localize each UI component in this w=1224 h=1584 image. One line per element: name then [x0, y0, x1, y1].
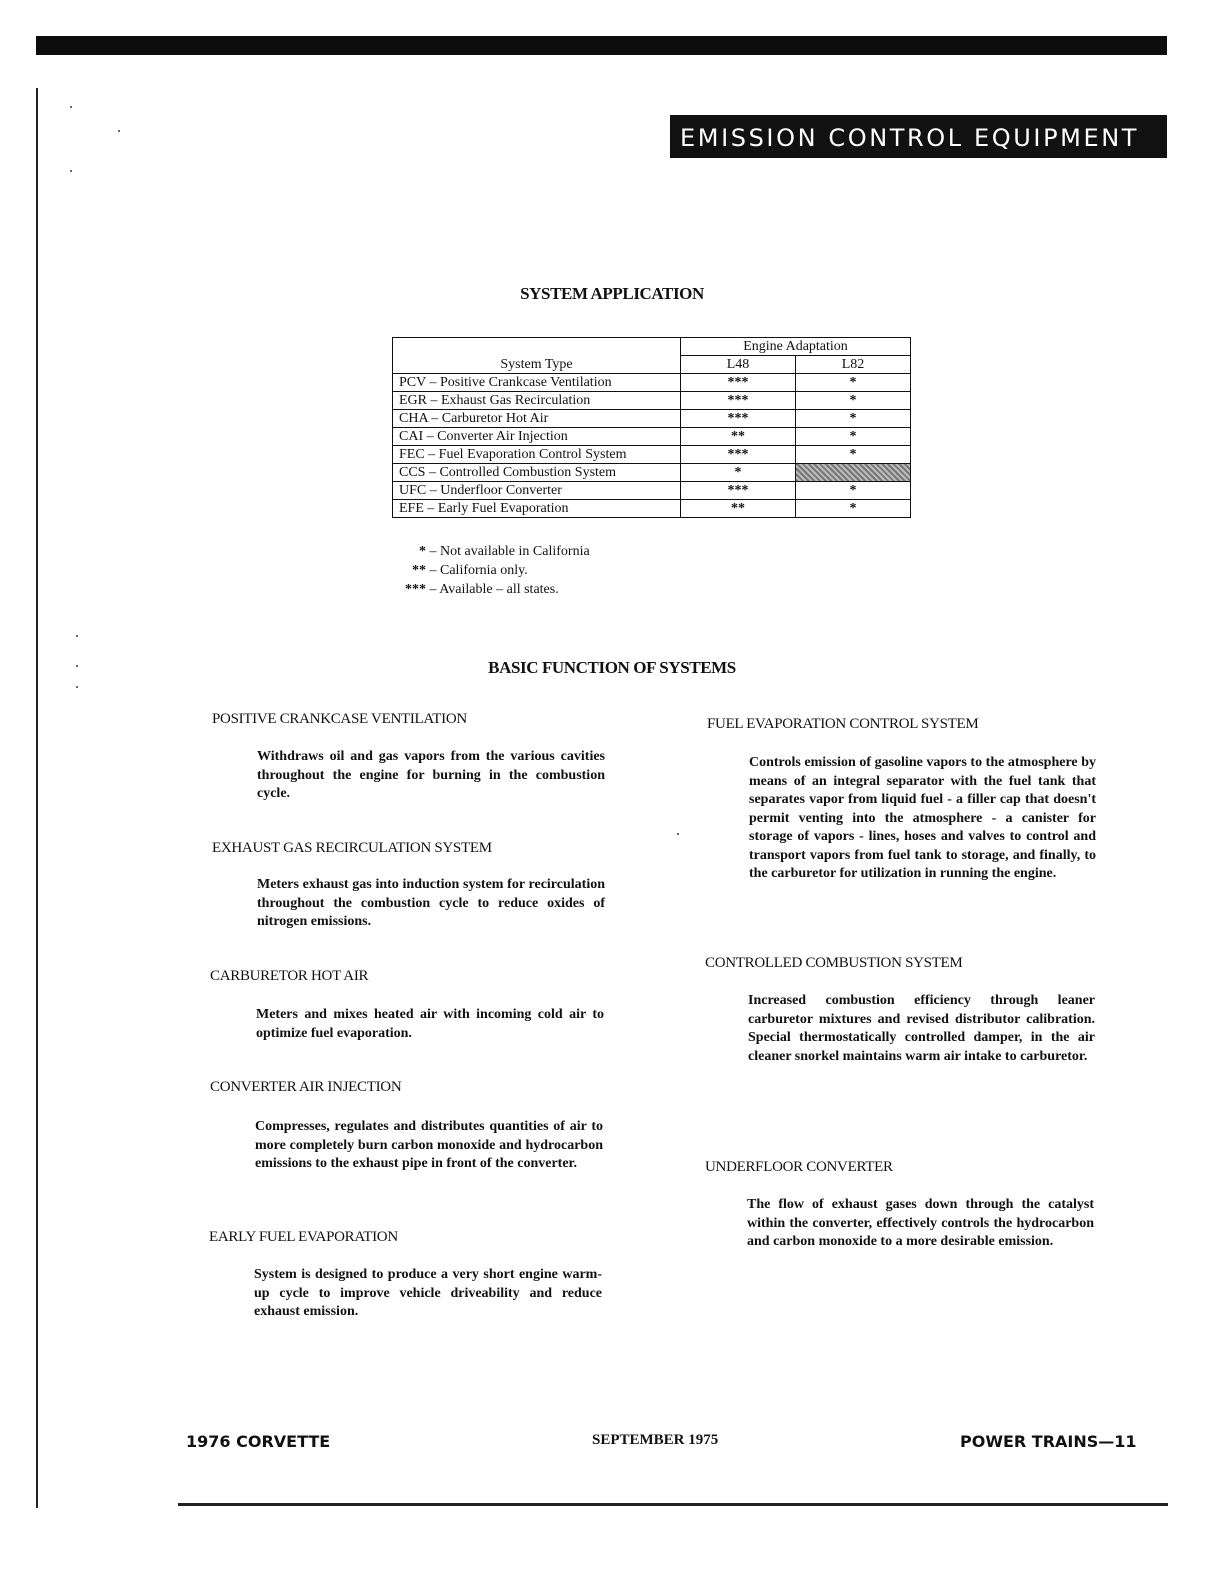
section-title: CONTROLLED COMBUSTION SYSTEM — [705, 955, 963, 971]
l82-cell: * — [796, 500, 911, 518]
legend-symbol: ** — [412, 563, 426, 578]
system-cell: FEC – Fuel Evaporation Control System — [393, 446, 681, 464]
section-title: EARLY FUEL EVAPORATION — [209, 1229, 398, 1245]
l82-cell: * — [796, 446, 911, 464]
l48-cell: *** — [681, 392, 796, 410]
header-l82: L82 — [796, 356, 911, 374]
section-text: System is designed to produce a very short engine warm-up cycle to improve vehicle driveability and reduce exhaust emission. — [254, 1267, 602, 1319]
l82-cell-not-applicable — [796, 464, 911, 482]
section-title: FUEL EVAPORATION CONTROL SYSTEM — [707, 716, 979, 732]
legend-text: – Not available in California — [429, 544, 590, 559]
system-cell: PCV – Positive Crankcase Ventilation — [393, 374, 681, 392]
l48-cell: * — [681, 464, 796, 482]
footer-model: 1976 CORVETTE — [186, 1432, 331, 1451]
section-title: CONVERTER AIR INJECTION — [210, 1079, 402, 1095]
system-cell: CCS – Controlled Combustion System — [393, 464, 681, 482]
legend-text: – Available – all states. — [429, 582, 559, 597]
system-cell: CHA – Carburetor Hot Air — [393, 410, 681, 428]
scan-speck — [76, 635, 78, 637]
top-rule — [36, 36, 1167, 55]
section-text: The flow of exhaust gases down through the catalyst within the converter, effectively controls the hydrocarbon and carbon monoxide to a more desirable emission. — [747, 1197, 1094, 1249]
legend-symbol: * — [419, 544, 426, 559]
header-l48: L48 — [681, 356, 796, 374]
l82-cell: * — [796, 482, 911, 500]
section-text: Compresses, regulates and distributes quantities of air to more completely burn carbon monoxide and hydrocarbon emissions to the exhaust pipe in front of the converter. — [255, 1119, 603, 1171]
system-application-table — [392, 337, 911, 518]
legend-item — [396, 561, 590, 580]
legend-text: – California only. — [429, 563, 528, 578]
l48-cell: *** — [681, 446, 796, 464]
section-title: UNDERFLOOR CONVERTER — [705, 1159, 893, 1175]
table-legend — [396, 542, 590, 599]
section-title: CARBURETOR HOT AIR — [210, 968, 369, 984]
l48-cell: *** — [681, 374, 796, 392]
legend-item — [396, 542, 590, 561]
l48-cell: ** — [681, 500, 796, 518]
section-text: Increased combustion efficiency through leaner carburetor mixtures and revised distributor calibration. Special thermostatically controlled damper, in the air cleaner snorkel maintains warm air intake to carburetor. — [748, 993, 1095, 1064]
section-text: Meters and mixes heated air with incoming cold air to optimize fuel evaporation. — [256, 1007, 604, 1041]
legend-symbol: *** — [405, 582, 426, 597]
table-row — [393, 392, 911, 410]
l48-cell: ** — [681, 428, 796, 446]
system-cell: CAI – Converter Air Injection — [393, 428, 681, 446]
scan-speck — [76, 686, 78, 688]
scan-speck — [70, 170, 72, 172]
l48-cell: *** — [681, 482, 796, 500]
scan-speck — [70, 106, 72, 108]
section-title-banner: EMISSION CONTROL EQUIPMENT — [670, 115, 1167, 158]
scan-speck — [118, 130, 120, 132]
table-row — [393, 482, 911, 500]
l82-cell: * — [796, 410, 911, 428]
table-header-row — [393, 338, 911, 356]
table-row — [393, 374, 911, 392]
l48-cell: *** — [681, 410, 796, 428]
section-title: POSITIVE CRANKCASE VENTILATION — [212, 711, 467, 727]
l82-cell: * — [796, 428, 911, 446]
header-engine-adaptation: Engine Adaptation — [681, 338, 911, 356]
bottom-rule — [178, 1503, 1168, 1506]
table-row — [393, 428, 911, 446]
footer-date: SEPTEMBER 1975 — [592, 1432, 719, 1448]
footer-page-number: POWER TRAINS—11 — [960, 1432, 1137, 1451]
section-text: Meters exhaust gas into induction system for recirculation throughout the combustion cycle to reduce oxides of nitrogen emissions. — [257, 877, 605, 929]
section-text: Controls emission of gasoline vapors to the atmosphere by means of an integral separator with the fuel tank that separates vapor from liquid fuel - a filler cap that doesn't permit venting into the atmosphere - a canister for storage of vapors - lines, hoses and valves to control and transport vapors from fuel tank to storage, and finally, to the carburetor for utilization in running the engine. — [749, 755, 1096, 881]
section-text: Withdraws oil and gas vapors from the various cavities throughout the engine for burning in the combustion cycle. — [257, 749, 605, 801]
l82-cell: * — [796, 374, 911, 392]
section-title: EXHAUST GAS RECIRCULATION SYSTEM — [212, 840, 492, 856]
scan-speck — [677, 833, 679, 835]
table-row — [393, 500, 911, 518]
table-row — [393, 464, 911, 482]
system-cell: UFC – Underfloor Converter — [393, 482, 681, 500]
basic-function-heading: BASIC FUNCTION OF SYSTEMS — [488, 658, 736, 677]
system-cell: EGR – Exhaust Gas Recirculation — [393, 392, 681, 410]
table-row — [393, 410, 911, 428]
system-application-heading: SYSTEM APPLICATION — [520, 284, 704, 303]
header-system-type: System Type — [393, 338, 681, 374]
l82-cell: * — [796, 392, 911, 410]
legend-item — [396, 580, 590, 599]
table-row — [393, 446, 911, 464]
system-cell: EFE – Early Fuel Evaporation — [393, 500, 681, 518]
